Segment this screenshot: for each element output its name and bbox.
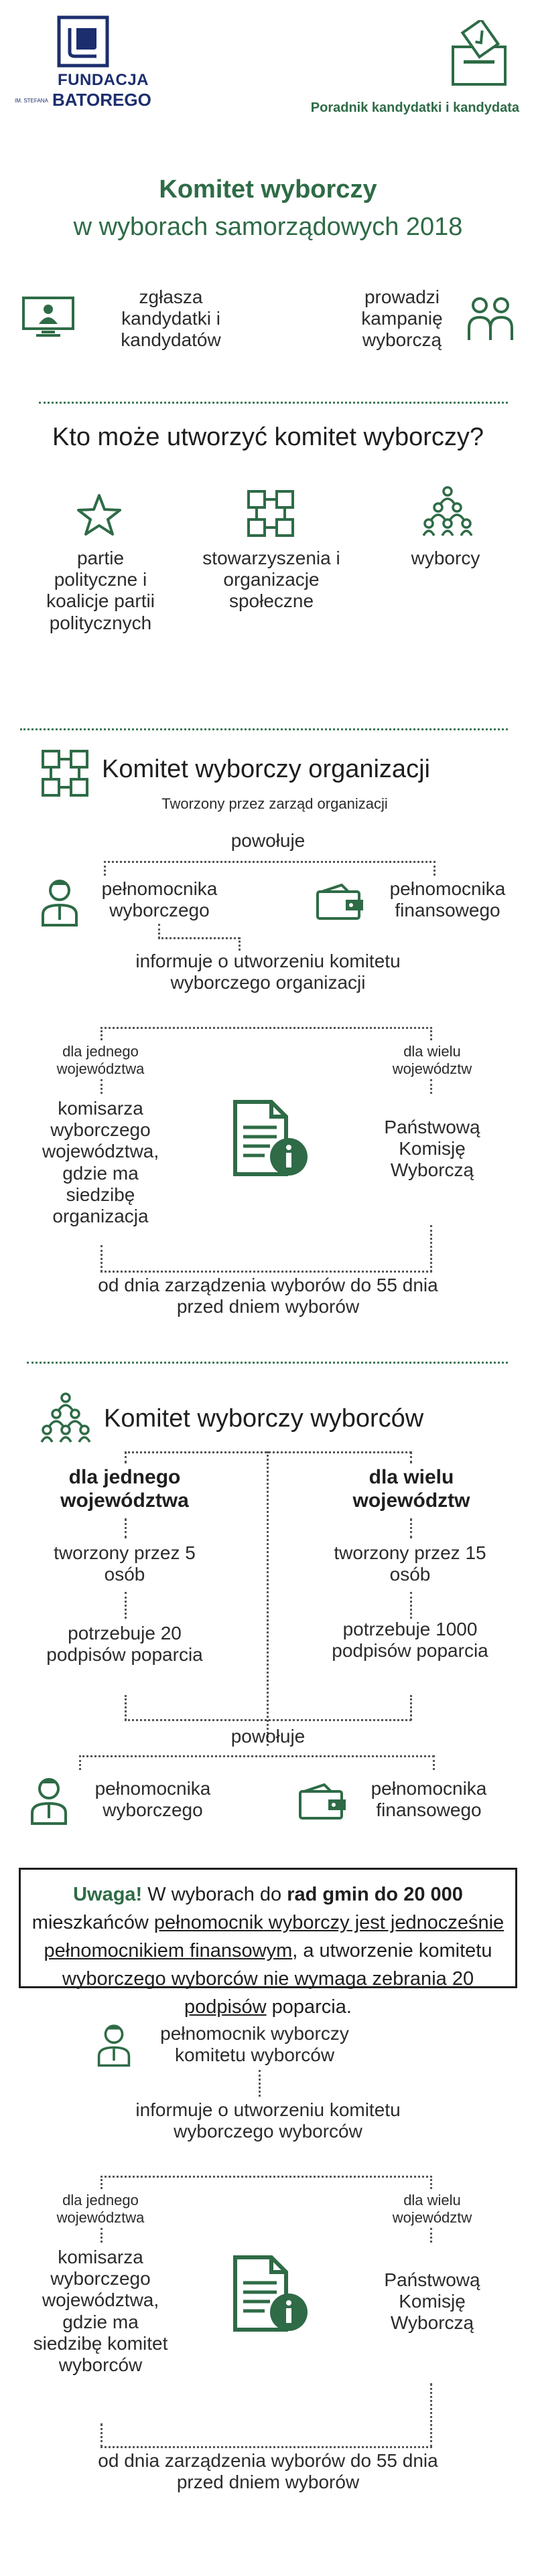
voters-heading: Komitet wyborczy wyborców [104, 1404, 424, 1433]
rep-flow-many-voivodeships: dla wielu województw [392, 2192, 472, 2226]
voters-rep-electoral: pełnomocnika wyborczego [94, 1778, 211, 1821]
connector-line [100, 2176, 103, 2189]
warning-label: Uwaga! [73, 1884, 143, 1905]
voters-col-left-needs: potrzebuje 20 podpisów poparcia [46, 1623, 203, 1666]
voters-appoints: powołuje [230, 1726, 306, 1747]
connector-line [79, 1755, 81, 1770]
voters-col-left-created: tworzony przez 5 osób [54, 1542, 196, 1585]
foundation-logo-icon [56, 15, 110, 68]
connector-line [430, 1079, 432, 1094]
warning-underline: pełnomocnik wyborczy jest jednocześnie pełnomocnikiem finansowym [44, 1912, 505, 1962]
monitor-candidate-icon [21, 296, 75, 337]
page-subtitle: w wyborach samorządowych 2018 [73, 213, 463, 241]
connector-line [410, 1695, 412, 1720]
connector-line [410, 1518, 412, 1538]
voters-group-icon [422, 486, 473, 538]
rep-flow-informs: informuje o utworzeniu komitetu wyborczego wyborców [135, 2099, 401, 2142]
warning-underline: nie wymaga zebrania 20 podpisów [184, 1968, 474, 2018]
connector-line [125, 1592, 127, 1619]
connector-line [433, 861, 436, 876]
warning-text: W wyborach do [142, 1884, 287, 1905]
voters-col-right-created: tworzony przez 15 osób [334, 1542, 486, 1585]
connector-line [410, 1592, 412, 1619]
voters-col-right-title: dla wielu województw [352, 1466, 470, 1512]
intro-right-text: prowadzi kampanię wyborczą [361, 287, 443, 351]
wallet-icon [315, 882, 366, 921]
rep-flow-title: pełnomocnik wyborczy komitetu wyborców [160, 2023, 349, 2066]
org-deadline: od dnia zarządzenia wyborów do 55 dnia przed dniem wyborów [98, 1275, 438, 1317]
association-icon [245, 487, 297, 540]
org-one-voivodeship: dla jednego województwa [56, 1043, 145, 1077]
org-heading: Komitet wyborczy organizacji [102, 755, 430, 783]
warning-emphasis: rad gmin do 20 000 [287, 1884, 463, 1905]
campaign-people-icon [466, 296, 515, 343]
ballot-box-icon [449, 20, 509, 87]
section-divider [39, 402, 508, 404]
connector-line [410, 1451, 412, 1463]
rep-flow-commissioner: komisarza wyborczego województwa, gdzie ma siedzibę komitet wyborców [33, 2247, 168, 2375]
voters-col-right-needs: potrzebuje 1000 podpisów poparcia [332, 1619, 488, 1662]
logo-small-text: FUNDACJA [58, 71, 149, 89]
who-heading: Kto może utworzyć komitet wyborczy? [52, 423, 484, 451]
connector-line [125, 1695, 127, 1720]
representative-icon [96, 2022, 131, 2067]
connector-line [239, 937, 241, 951]
section-divider [20, 728, 508, 730]
connector-line [125, 1719, 411, 1721]
org-subheading: Tworzony przez zarząd organizacji [161, 795, 388, 812]
org-commissioner: komisarza wyborczego województwa, gdzie ma siedzibę organizacja [42, 1098, 159, 1226]
connector-line [430, 1225, 432, 1272]
who-item-associations: stowarzyszenia i organizacje społeczne [202, 548, 340, 612]
connector-line [100, 1027, 432, 1029]
org-pkw: Państwową Komisję Wyborczą [384, 1117, 480, 1181]
connector-line [100, 1079, 103, 1094]
connector-line [100, 2176, 432, 2178]
connector-line [267, 1451, 269, 1746]
org-informs: informuje o utworzeniu komitetu wyborczego organizacji [135, 951, 401, 993]
voters-col-left-title: dla jednego województwa [60, 1466, 189, 1512]
page-title: Komitet wyborczy [159, 175, 377, 204]
connector-line [158, 937, 240, 939]
rep-flow-one-voivodeship: dla jednego województwa [56, 2192, 145, 2226]
connector-line [104, 861, 106, 876]
org-rep-electoral: pełnomocnika wyborczego [101, 878, 218, 921]
who-item-voters: wyborcy [411, 548, 480, 568]
connector-line [259, 2070, 261, 2097]
representative-icon [29, 1775, 68, 1825]
voters-rep-financial: pełnomocnika finansowego [371, 1778, 487, 1821]
warning-box [19, 1868, 517, 2018]
connector-line [125, 1451, 127, 1463]
guide-title: Poradnik kandydatki i kandydata [310, 100, 519, 115]
connector-line [100, 1027, 103, 1040]
warning-text: mieszkańców [31, 1912, 154, 1934]
logo-big-text: BATOREGO [52, 90, 151, 110]
connector-line [100, 2228, 103, 2243]
star-icon [76, 493, 123, 537]
connector-line [430, 2383, 432, 2447]
connector-line [430, 2228, 432, 2243]
connector-line [100, 1271, 432, 1273]
connector-line [125, 1518, 127, 1538]
who-item-parties: partie polityczne i koalicje partii politycznych [46, 548, 155, 633]
org-many-voivodeships: dla wielu województw [392, 1043, 472, 1077]
connector-line [158, 924, 160, 939]
connector-line [104, 861, 436, 863]
foundation-logo [15, 15, 155, 122]
section-divider [27, 1362, 508, 1364]
document-info-icon [231, 2253, 310, 2334]
wallet-icon [297, 1782, 348, 1821]
connector-line [433, 1755, 435, 1770]
connector-line [79, 1755, 434, 1757]
connector-line [100, 2423, 103, 2447]
org-appoints: powołuje [230, 830, 306, 851]
connector-line [100, 2446, 432, 2448]
logo-prefix-text: IM. STEFANA [15, 98, 48, 104]
warning-text: poparcia. [266, 1996, 352, 2018]
representative-icon [40, 877, 79, 927]
org-rep-financial: pełnomocnika finansowego [389, 878, 506, 921]
warning-text: , a utworzenie komitetu wyborczego wyborców [62, 1940, 492, 1990]
rep-flow-pkw: Państwową Komisję Wyborczą [384, 2269, 480, 2334]
association-icon [39, 747, 91, 799]
connector-line [430, 1027, 432, 1040]
intro-left-text: zgłasza kandydatki i kandydatów [121, 287, 221, 351]
connector-line [430, 2176, 432, 2189]
rep-flow-deadline: od dnia zarządzenia wyborów do 55 dnia przed dniem wyborów [98, 2450, 438, 2493]
voters-group-icon [40, 1392, 91, 1445]
document-info-icon [231, 1098, 310, 1178]
connector-line [100, 1245, 103, 1272]
